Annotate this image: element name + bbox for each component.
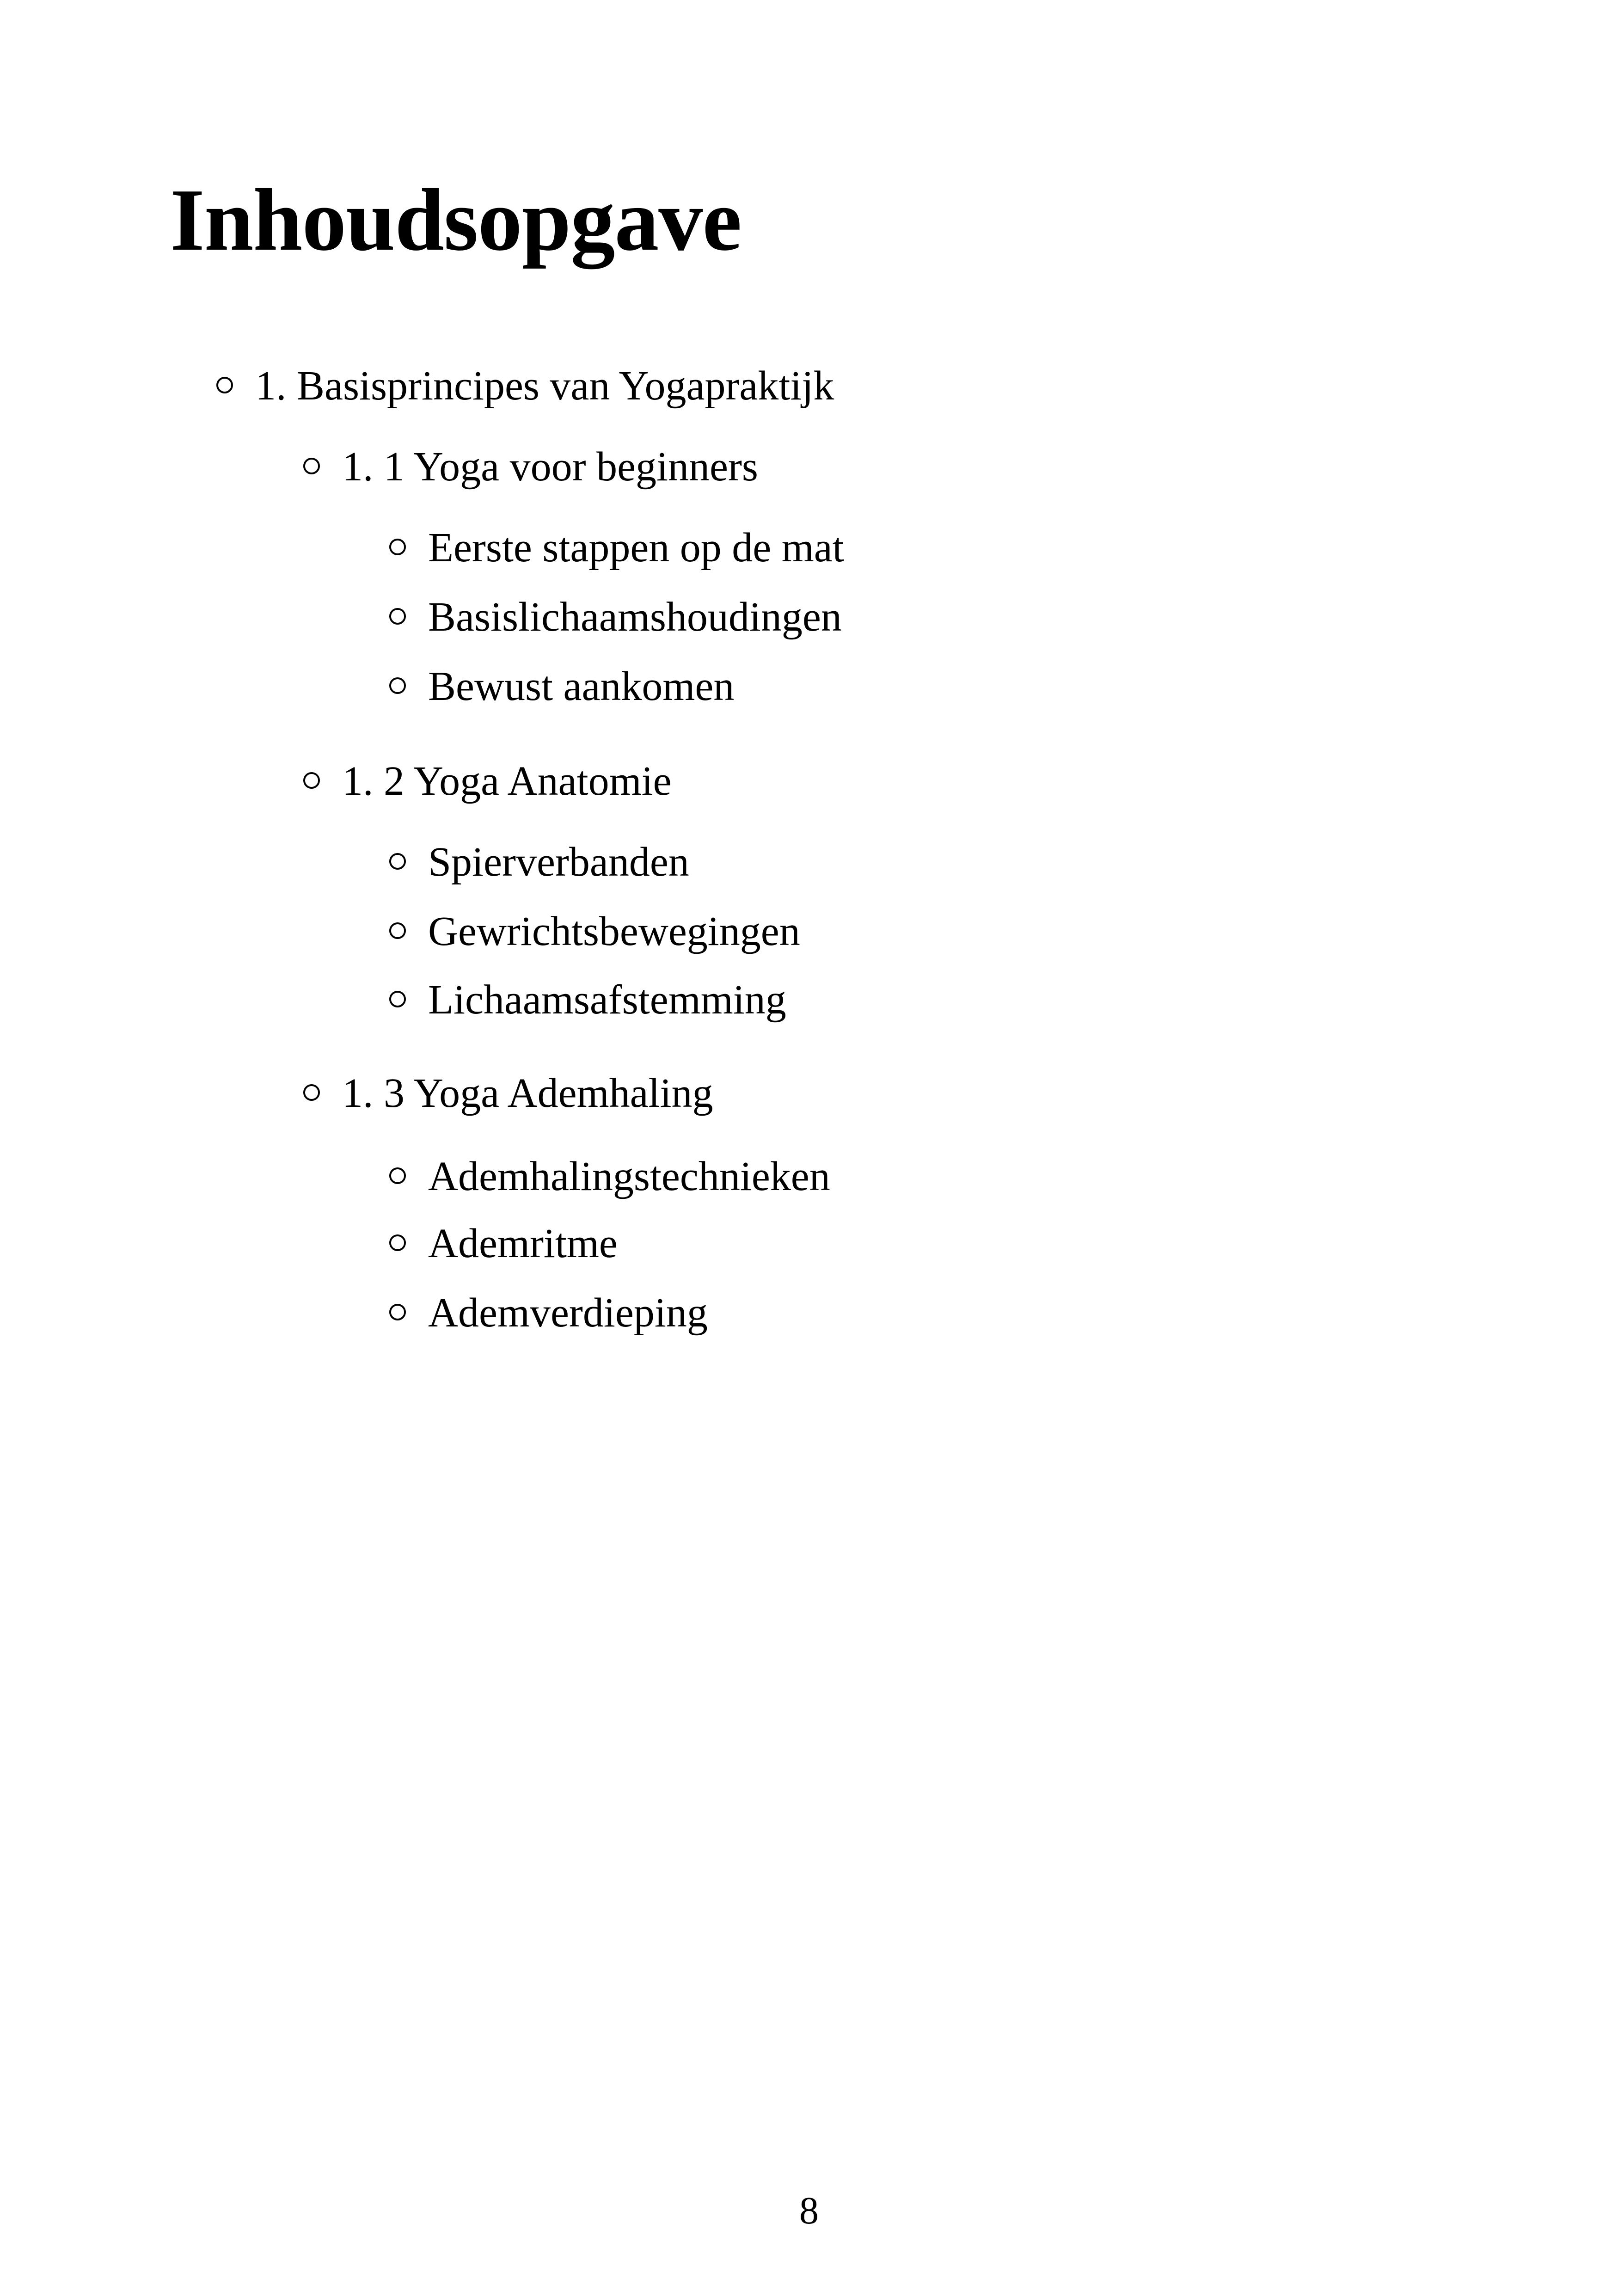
page-number: 8 xyxy=(799,2189,819,2232)
toc-entry-label: 1. 3 Yoga Ademhaling xyxy=(342,1070,713,1116)
toc-entry-subsection xyxy=(389,527,844,569)
toc-entry-section-1-1 xyxy=(303,446,758,488)
toc-entry-section-1-2 xyxy=(303,758,672,804)
toc-entry-subsection xyxy=(389,841,689,883)
toc-entry-label: 1. 2 Yoga Anatomie xyxy=(342,758,672,804)
toc-entry-label: 1. Basisprincipes van Yogapraktijk xyxy=(255,363,834,409)
hollow-circle-bullet-icon xyxy=(389,853,406,870)
hollow-circle-bullet-icon xyxy=(389,1167,406,1184)
toc-entry-subsection xyxy=(389,1223,618,1265)
toc-entry-label: Bewust aankomen xyxy=(428,663,735,709)
toc-entry-label: Lichaamsafstemming xyxy=(428,977,786,1023)
hollow-circle-bullet-icon xyxy=(303,772,320,789)
hollow-circle-bullet-icon xyxy=(389,991,406,1007)
toc-entry-subsection xyxy=(389,663,735,709)
page-title: Inhoudsopgave xyxy=(170,171,742,269)
toc-entry-subsection xyxy=(389,979,786,1021)
toc-entry-label: Spierverbanden xyxy=(428,839,689,885)
hollow-circle-bullet-icon xyxy=(389,608,406,625)
toc-entry-subsection xyxy=(389,1292,708,1334)
toc-entry-chapter-1 xyxy=(216,365,834,407)
toc-entry-subsection xyxy=(389,911,800,952)
toc-entry-label: 1. 1 Yoga voor beginners xyxy=(342,444,758,490)
hollow-circle-bullet-icon xyxy=(389,1304,406,1320)
toc-entry-subsection xyxy=(389,1156,830,1197)
hollow-circle-bullet-icon xyxy=(303,1084,320,1101)
toc-entry-section-1-3 xyxy=(303,1070,713,1116)
toc-entry-label: Basislichaamshoudingen xyxy=(428,594,842,640)
hollow-circle-bullet-icon xyxy=(216,377,233,393)
toc-entry-label: Ademverdieping xyxy=(428,1290,708,1336)
toc-entry-label: Ademhalingstechnieken xyxy=(428,1154,830,1199)
toc-entry-subsection xyxy=(389,596,842,638)
hollow-circle-bullet-icon xyxy=(303,458,320,474)
hollow-circle-bullet-icon xyxy=(389,922,406,939)
toc-entry-label: Eerste stappen op de mat xyxy=(428,525,844,571)
toc-entry-label: Gewrichtsbewegingen xyxy=(428,909,800,954)
hollow-circle-bullet-icon xyxy=(389,539,406,555)
toc-entry-label: Ademritme xyxy=(428,1221,618,1266)
hollow-circle-bullet-icon xyxy=(389,677,406,694)
hollow-circle-bullet-icon xyxy=(389,1234,406,1251)
